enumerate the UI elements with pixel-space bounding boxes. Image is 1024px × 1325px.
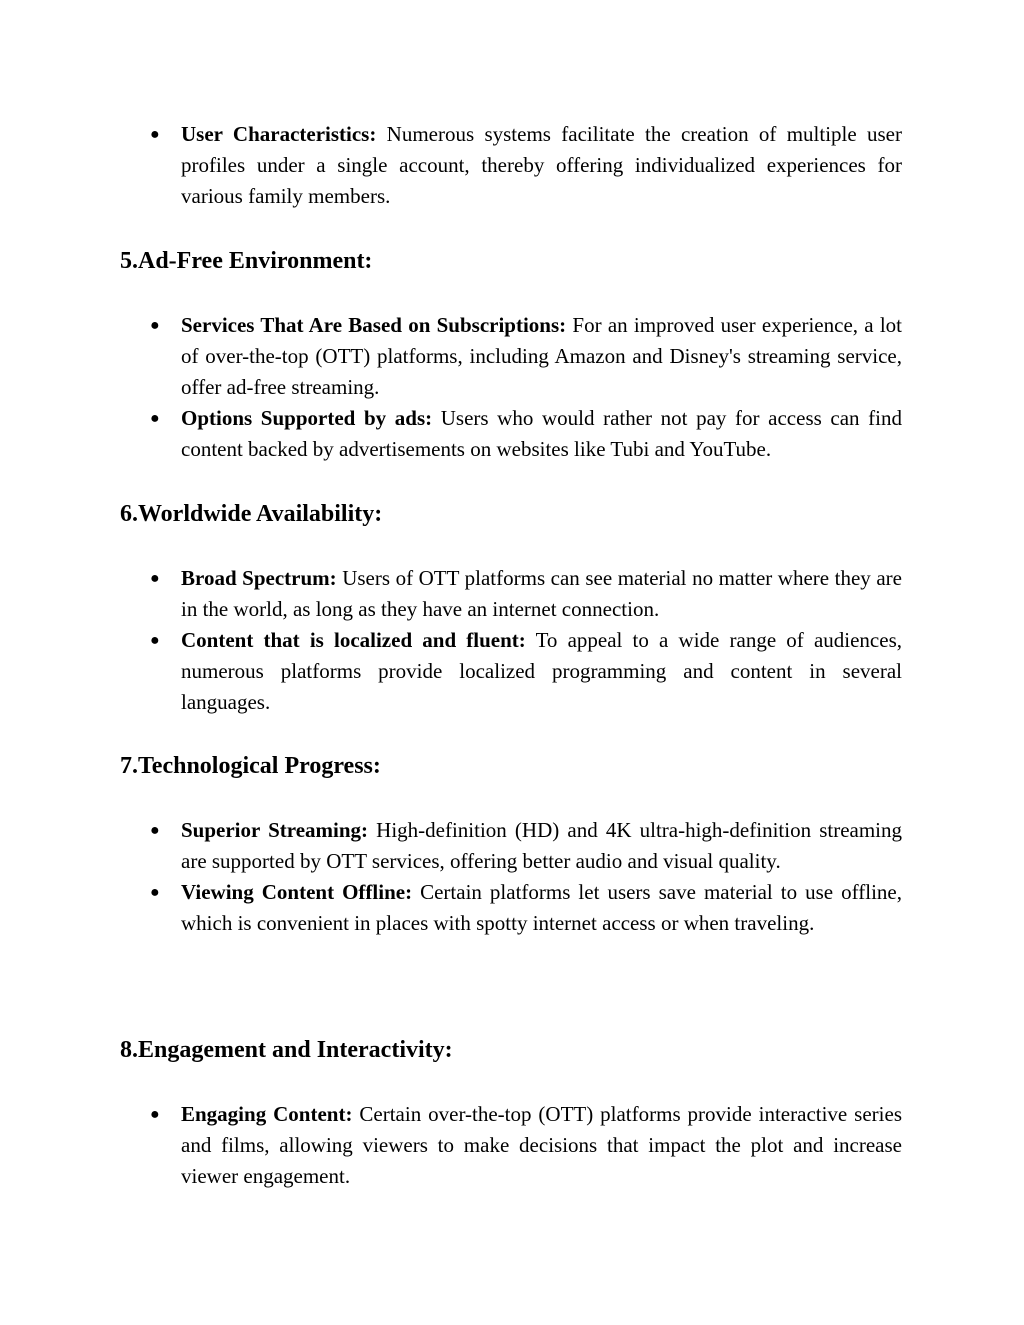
bullet-icon: ● — [150, 317, 160, 334]
bullet-text: Users who would rather not pay for access can find content backed by advertisements on websites like Tubi and YouTube. — [181, 406, 902, 461]
bullet-text: High-definition (HD) and 4K ultra-high-definition streaming are supported by OTT services, offering better audio and visual quality. — [181, 818, 903, 873]
bullet-text: Certain platforms let users save material to use offline, which is convenient in places with spotty internet access or when traveling. — [181, 880, 902, 935]
intro-bullet-list — [150, 119, 902, 212]
bullet-term: Services That Are Based on Subscriptions: — [181, 313, 567, 337]
section-bullet-list — [150, 563, 902, 718]
section-heading: 5.Ad-Free Environment: — [120, 248, 373, 274]
bullet-icon: ● — [150, 126, 160, 143]
bullet-term: Broad Spectrum: — [181, 566, 337, 590]
section-bullet-list — [150, 310, 902, 465]
bullet-icon: ● — [150, 410, 160, 427]
section-heading: 8.Engagement and Interactivity: — [120, 1037, 453, 1063]
bullet-term: Engaging Content: — [181, 1102, 353, 1126]
bullet-term: User Characteristics: — [181, 122, 377, 146]
bullet-text: Users of OTT platforms can see material no matter where they are in the world, as long as they have an internet connection. — [181, 566, 902, 621]
bullet-icon: ● — [150, 570, 160, 587]
bullet-text: For an improved user experience, a lot of over-the-top (OTT) platforms, including Amazon and Disney's streaming service, offer ad-free streaming. — [181, 313, 902, 399]
bullet-icon: ● — [150, 884, 160, 901]
list-item — [150, 119, 902, 212]
list-item — [150, 1099, 902, 1192]
bullet-text: To appeal to a wide range of audiences, numerous platforms provide localized programming and content in several languages. — [181, 628, 902, 714]
list-item — [150, 403, 902, 465]
section-bullet-list — [150, 1099, 902, 1192]
section-bullet-list — [150, 815, 902, 939]
section-heading: 7.Technological Progress: — [120, 753, 381, 779]
list-item — [150, 877, 902, 939]
bullet-term: Options Supported by ads: — [181, 406, 433, 430]
list-item — [150, 625, 902, 718]
bullet-text: Numerous systems facilitate the creation of multiple user profiles under a single account, thereby offering individualized experiences for various family members. — [181, 122, 902, 208]
list-item — [150, 310, 902, 403]
list-item — [150, 815, 902, 877]
section-heading: 6.Worldwide Availability: — [120, 501, 383, 527]
bullet-icon: ● — [150, 1106, 160, 1123]
bullet-term: Viewing Content Offline: — [181, 880, 413, 904]
bullet-term: Superior Streaming: — [181, 818, 369, 842]
bullet-text: Certain over-the-top (OTT) platforms provide interactive series and films, allowing viewers to make decisions that impact the plot and increase viewer engagement. — [181, 1102, 902, 1188]
bullet-term: Content that is localized and fluent: — [181, 628, 526, 652]
bullet-icon: ● — [150, 822, 160, 839]
list-item — [150, 563, 902, 625]
bullet-icon: ● — [150, 632, 160, 649]
